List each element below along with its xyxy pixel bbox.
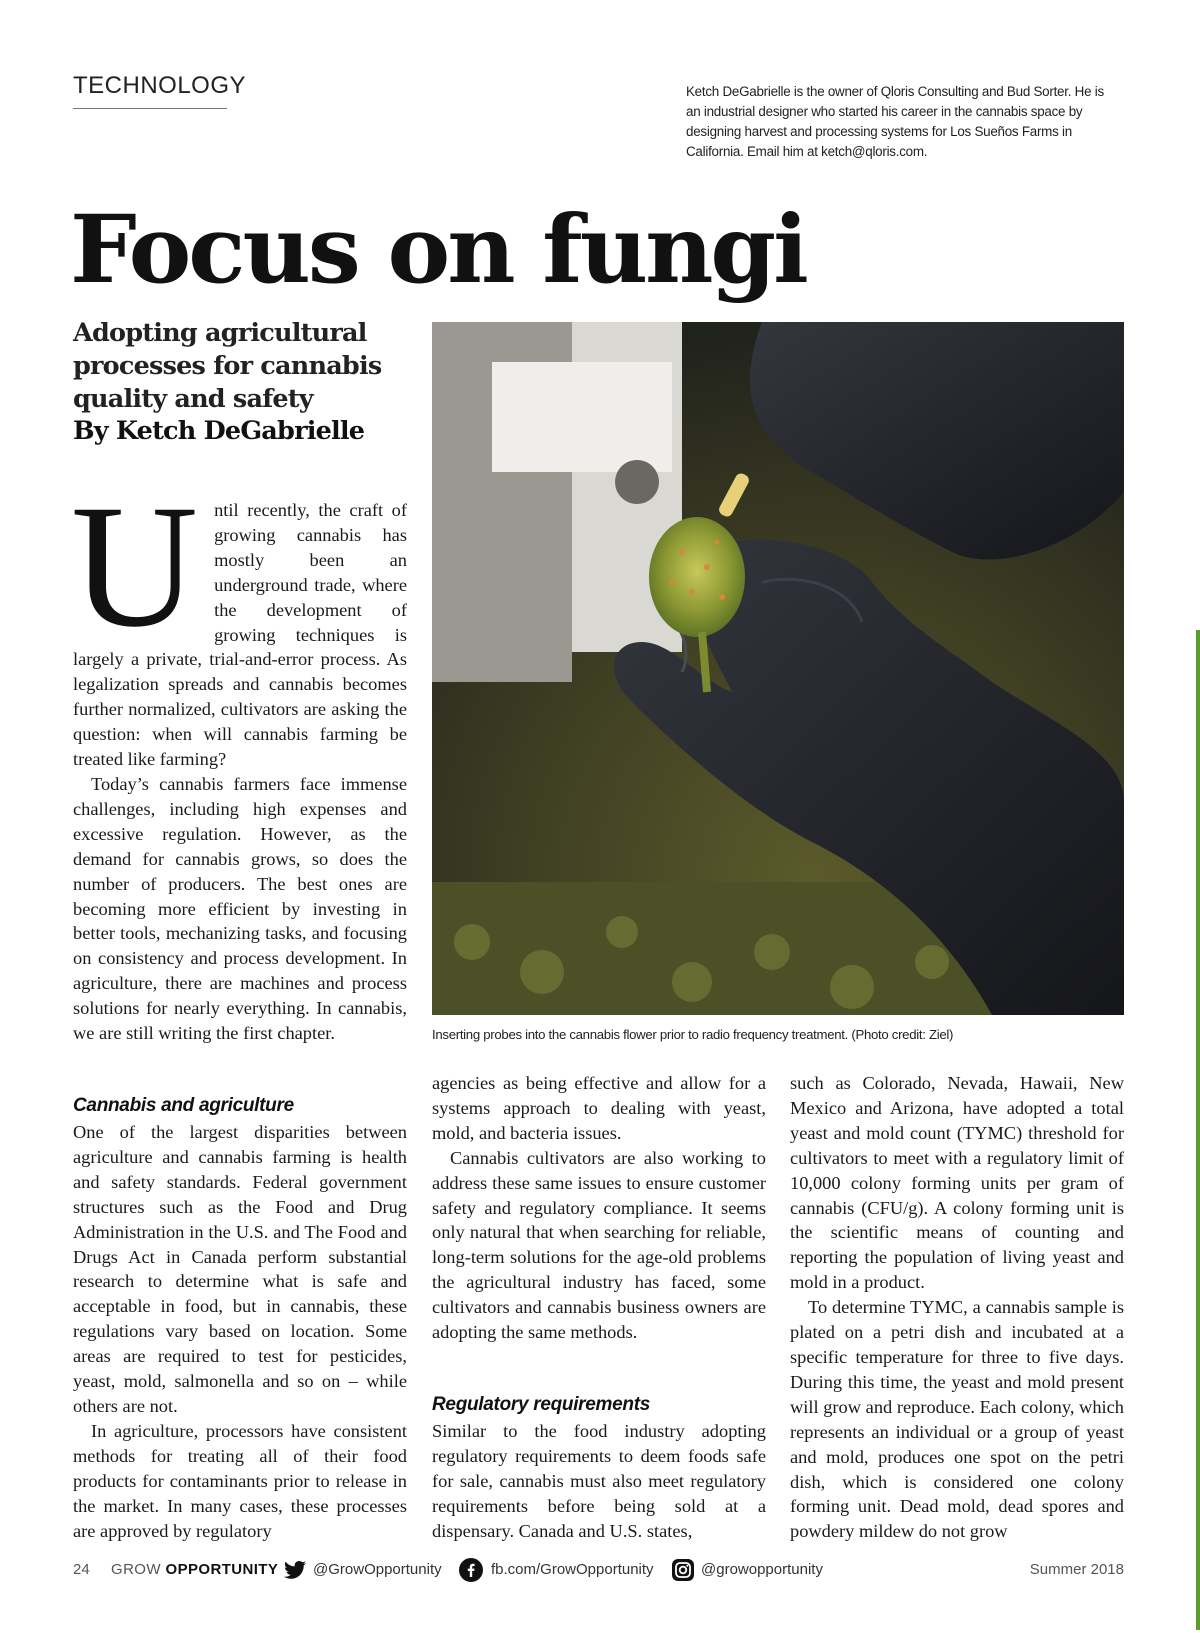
body-paragraph: One of the largest disparities between agriculture and cannabis farming is health and safety standards. Federal government structures such as the Food and Drug Administration in the U.S. and The Food and Drugs Act in Canada perform substantial research to determine what is safe and acceptable in food, but in cannabis, these regulations vary based on location. Some areas are required to test for pesticides, yeast, mold, salmonella and so on – while others are not.	[73, 1122, 407, 1416]
subhead-regulatory-requirements: Regulatory requirements	[432, 1394, 650, 1415]
page-footer	[73, 1558, 1124, 1584]
section-label: TECHNOLOGY	[73, 72, 247, 99]
body-paragraph: To determine TYMC, a cannabis sample is plated on a petri dish and incubated at a specific temperature for three to five days. During this time, the yeast and mold present will grow and reproduce. Each colony, which represents an individual or a group of yeast and mold, produces one spot on the petri dish, which is considered one colony forming unit. Dead mold, dead spores and powdery mildew do not grow	[790, 1297, 1124, 1542]
instagram-handle[interactable]: @growopportunity	[701, 1561, 823, 1578]
byline: By Ketch DeGabrielle	[73, 416, 365, 446]
instagram-icon	[671, 1558, 695, 1582]
body-paragraph: Similar to the food industry adopting regulatory requirements to deem foods safe for sale, cannabis must also meet regulatory requirements before being sold at a dispensary. Canada and U.S. states,	[432, 1421, 766, 1541]
facebook-link[interactable]: fb.com/GrowOpportunity	[491, 1561, 654, 1578]
photo-gloved-hands-cannabis	[432, 322, 1124, 1015]
subhead-cannabis-agriculture: Cannabis and agriculture	[73, 1095, 294, 1116]
page-edge-mark	[1196, 630, 1200, 1630]
brand-light: GROW	[111, 1561, 161, 1578]
column-3-body	[790, 1071, 1124, 1544]
body-paragraph: In agriculture, processors have consistent methods for treating all of their food products for contaminants prior to release in the market. In many cases, these processes are approved by regulatory	[73, 1420, 407, 1541]
column-2-body-continued	[432, 1419, 766, 1544]
column-2-body	[432, 1071, 766, 1345]
magazine-brand	[111, 1561, 278, 1578]
section-rule	[73, 108, 227, 109]
intro-paragraph-2: Today’s cannabis farmers face immense challenges, including high expenses and excessive regulation. However, as the demand for cannabis grows, so does the number of producers. The best ones are becoming more efficient by investing in better tools, mechanizing tasks, and focusing on consistency and process development. In agriculture, there are machines and process solutions for nearly everything. In cannabis, we are still writing the first chapter.	[73, 773, 407, 1044]
photo-caption: Inserting probes into the cannabis flower prior to radio frequency treatment. (Photo credit: Ziel)	[432, 1027, 954, 1042]
body-paragraph: agencies as being effective and allow for a systems approach to dealing with yeast, mold, and bacteria issues.	[432, 1073, 766, 1143]
twitter-icon	[283, 1558, 307, 1582]
body-paragraph: such as Colorado, Nevada, Hawaii, New Mexico and Arizona, have adopted a total yeast and mold count (TYMC) threshold for cultivators to meet with a regulatory limit of 10,000 colony forming units per gram of cannabis (CFU/g). A colony forming unit is the scientific means of counting and reporting the population of living yeast and mold in a product.	[790, 1073, 1124, 1293]
intro-text	[71, 469, 407, 1046]
twitter-handle[interactable]: @GrowOpportunity	[313, 1561, 442, 1578]
page-number: 24	[73, 1561, 90, 1578]
body-paragraph: Cannabis cultivators are also working to address these same issues to ensure customer safety and regulatory compliance. It seems only natural that when searching for reliable, long-term solutions for the age-old problems the agricultural industry has faced, some cultivators and cannabis business owners are adopting the same methods.	[432, 1147, 766, 1343]
column-1-body	[73, 1120, 407, 1543]
headline: Focus on fungi	[70, 195, 806, 305]
brand-bold: OPPORTUNITY	[165, 1561, 279, 1578]
author-bio: Ketch DeGabrielle is the owner of Qloris Consulting and Bud Sorter. He is an industrial designer who started his career in the cannabis space by designing harvest and processing systems for Los Sueños Farms in California. Email him at ketch@qloris.com.	[686, 84, 1104, 159]
deck: Adopting agricultural processes for cannabis quality and safety	[73, 318, 382, 414]
intro-paragraph-1: ntil recently, the craft of growing cannabis has mostly been an underground trade, where the development of growing techniques is largely a private, trial-and-error process. As legalization spreads and cannabis becomes further normalized, cultivators are asking the question: when will cannabis farming be treated like farming?	[73, 500, 407, 770]
article-photo	[432, 322, 1124, 1015]
issue-date: Summer 2018	[1029, 1561, 1124, 1578]
drop-cap: U	[71, 469, 199, 664]
facebook-icon	[459, 1558, 483, 1582]
